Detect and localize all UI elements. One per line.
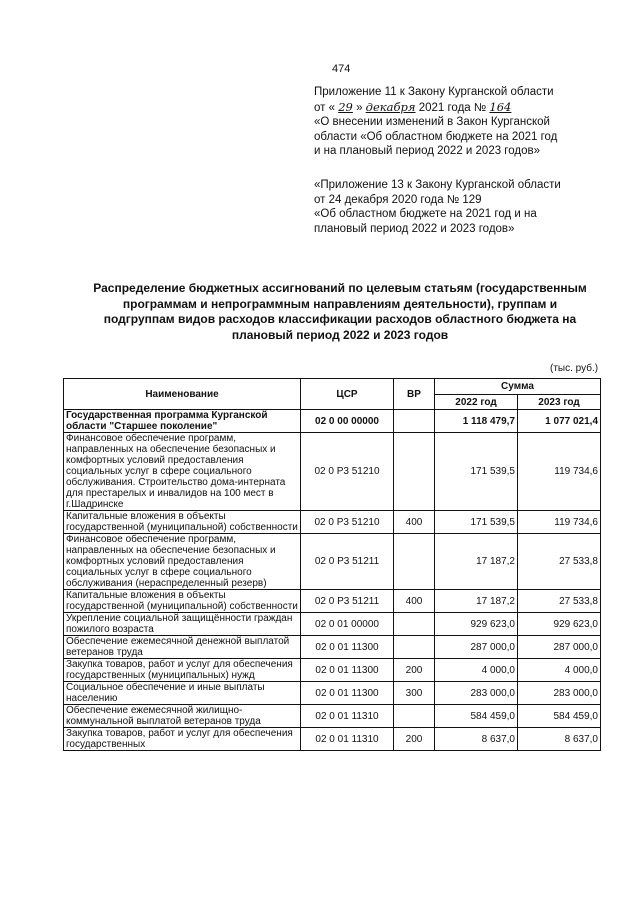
- cell-2022: 171 539,5: [435, 433, 518, 511]
- cell-name: Укрепление социальной защищённости граждан пожилого возраста: [64, 613, 301, 636]
- title-line-4: плановый период 2022 и 2023 годов: [231, 327, 449, 342]
- cell-name: Закупка товаров, работ и услуг для обеспечения государственных: [64, 728, 301, 751]
- cell-vr: 200: [394, 728, 435, 751]
- header-2022: 2022 год: [435, 395, 518, 410]
- cell-2022: 4 000,0: [435, 659, 518, 682]
- title-line-1: Распределение бюджетных ассигнований по целевым статьям (государственным: [93, 281, 587, 295]
- cell-vr: 400: [394, 590, 435, 613]
- table-body: [64, 410, 601, 751]
- cell-name: Обеспечение ежемесячной денежной выплатой ветеранов труда: [64, 636, 301, 659]
- date-mid: »: [356, 101, 363, 114]
- cell-name: Социальное обеспечение и иные выплаты населению: [64, 682, 301, 705]
- cell-2023: 8 637,0: [518, 728, 601, 751]
- table-row: [64, 590, 601, 613]
- cell-2022: 171 539,5: [435, 511, 518, 534]
- header-name: Наименование: [64, 379, 301, 410]
- cell-csr: 02 0 01 11310: [301, 728, 394, 751]
- appendix-line-2: [314, 100, 634, 116]
- header-2023: 2023 год: [518, 395, 601, 410]
- header-sum: Сумма: [435, 379, 601, 395]
- cell-2023: 584 459,0: [518, 705, 601, 728]
- cell-csr: 02 0 01 11310: [301, 705, 394, 728]
- cell-csr: 02 0 01 11300: [301, 682, 394, 705]
- cell-2022: 1 118 479,7: [435, 410, 518, 433]
- cell-vr: [394, 534, 435, 590]
- date-year: 2021 года №: [418, 101, 487, 114]
- cell-2022: 8 637,0: [435, 728, 518, 751]
- table-row: [64, 705, 601, 728]
- handwritten-number: 164: [489, 99, 512, 114]
- table-row: [64, 613, 601, 636]
- header-csr: ЦСР: [301, 379, 394, 410]
- cell-csr: 02 0 01 00000: [301, 613, 394, 636]
- title-line-3: подгруппам видов расходов классификации расходов областного бюджета на: [103, 312, 577, 326]
- table-row: [64, 433, 601, 511]
- original-appendix-line-2: от 24 декабря 2020 года № 129: [314, 193, 482, 206]
- page-number: 474: [332, 63, 351, 75]
- header-vr: ВР: [394, 379, 435, 410]
- cell-name: Обеспечение ежемесячной жилищно-коммунальной выплатой ветеранов труда: [64, 705, 301, 728]
- units-label: (тыс. руб.): [550, 363, 599, 374]
- date-prefix: от «: [314, 101, 336, 114]
- table-header: [64, 379, 601, 410]
- appendix-line-4: области «Об областном бюджете на 2021 год: [314, 130, 558, 143]
- cell-2022: 17 187,2: [435, 534, 518, 590]
- cell-csr: 02 0 01 11300: [301, 659, 394, 682]
- cell-csr: 02 0 P3 51211: [301, 534, 394, 590]
- cell-2023: 119 734,6: [518, 433, 601, 511]
- table-row: [64, 410, 601, 433]
- table-row: [64, 511, 601, 534]
- cell-2023: 4 000,0: [518, 659, 601, 682]
- title-line-2: программам и непрограммным направлениям деятельности), группам и: [122, 296, 558, 311]
- appendix-line-1: Приложение 11 к Закону Курганской области: [314, 86, 554, 98]
- cell-2022: 17 187,2: [435, 590, 518, 613]
- cell-2022: 283 000,0: [435, 682, 518, 705]
- appendix-header: [314, 85, 634, 159]
- appendix-line-5: и на плановый период 2022 и 2023 годов»: [314, 145, 540, 157]
- cell-2023: 287 000,0: [518, 636, 601, 659]
- cell-name: Государственная программа Курганской области "Старшее поколение": [64, 410, 301, 433]
- cell-csr: 02 0 P3 51210: [301, 433, 394, 511]
- document-title: [60, 281, 620, 343]
- cell-csr: 02 0 P3 51211: [301, 590, 394, 613]
- cell-vr: 400: [394, 511, 435, 534]
- cell-2022: 929 623,0: [435, 613, 518, 636]
- cell-name: Финансовое обеспечение программ, направленных на обеспечение безопасных и комфортных условий предоставления социальных услуг в сфере социального обслуживания. Строительство дома-интерната для престарелых и инвалидов на 100 мест в г.Шадринске: [64, 433, 301, 511]
- cell-vr: [394, 410, 435, 433]
- original-appendix-header: [314, 178, 634, 236]
- cell-2022: 287 000,0: [435, 636, 518, 659]
- original-appendix-line-3: «Об областном бюджете на 2021 год и на: [314, 208, 537, 220]
- cell-vr: 200: [394, 659, 435, 682]
- cell-2023: 929 623,0: [518, 613, 601, 636]
- cell-2023: 27 533,8: [518, 590, 601, 613]
- handwritten-day: 29: [338, 99, 353, 114]
- cell-2023: 119 734,6: [518, 511, 601, 534]
- cell-2023: 27 533,8: [518, 534, 601, 590]
- table-row: [64, 682, 601, 705]
- cell-name: Закупка товаров, работ и услуг для обеспечения государственных (муниципальных) нужд: [64, 659, 301, 682]
- cell-name: Финансовое обеспечение программ, направленных на обеспечение безопасных и комфортных условий предоставления социальных услуг в сфере социального обслуживания (нераспределенный резерв): [64, 534, 301, 590]
- appendix-line-3: «О внесении изменений в Закон Курганской: [314, 116, 550, 128]
- cell-2022: 584 459,0: [435, 705, 518, 728]
- cell-2023: 1 077 021,4: [518, 410, 601, 433]
- cell-vr: [394, 433, 435, 511]
- table-row: [64, 636, 601, 659]
- cell-name: Капитальные вложения в объекты государственной (муниципальной) собственности: [64, 590, 301, 613]
- cell-vr: [394, 636, 435, 659]
- cell-vr: [394, 705, 435, 728]
- cell-csr: 02 0 P3 51210: [301, 511, 394, 534]
- cell-csr: 02 0 00 00000: [301, 410, 394, 433]
- cell-csr: 02 0 01 11300: [301, 636, 394, 659]
- budget-table: [63, 378, 601, 751]
- table-row: [64, 659, 601, 682]
- table-row: [64, 534, 601, 590]
- cell-2023: 283 000,0: [518, 682, 601, 705]
- original-appendix-line-4: плановый период 2022 и 2023 годов»: [314, 222, 515, 235]
- handwritten-month: декабря: [365, 99, 416, 114]
- cell-vr: [394, 613, 435, 636]
- original-appendix-line-1: «Приложение 13 к Закону Курганской области: [314, 179, 561, 191]
- cell-vr: 300: [394, 682, 435, 705]
- cell-name: Капитальные вложения в объекты государственной (муниципальной) собственности: [64, 511, 301, 534]
- table-row: [64, 728, 601, 751]
